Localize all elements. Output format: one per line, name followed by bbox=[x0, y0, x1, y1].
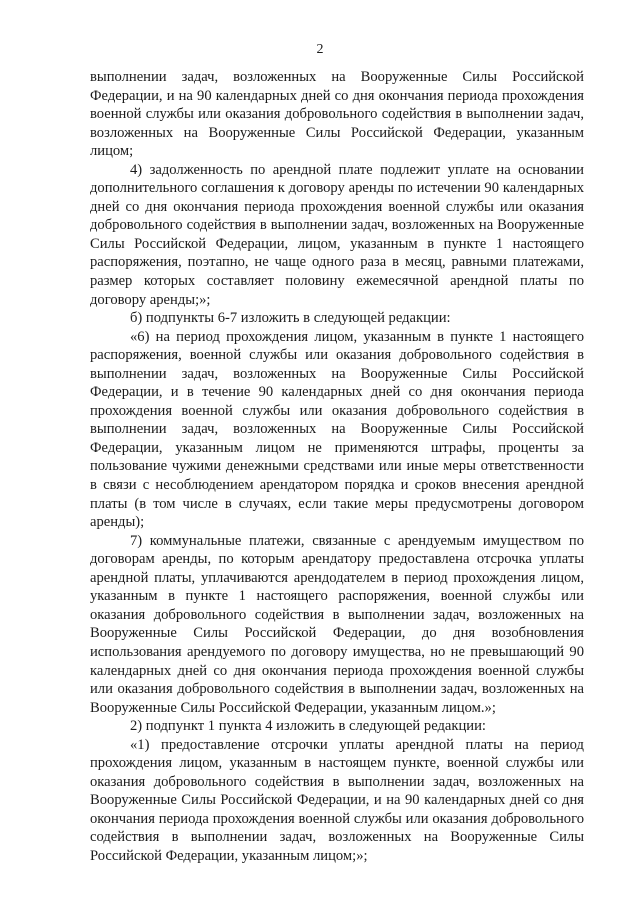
page-number: 2 bbox=[316, 42, 324, 57]
paragraph-item-4: 4) задолженность по арендной плате подлежит уплате на основании дополнительного соглашения к договору аренды по истечении 90 календарных дней со дня окончания периода прохождения военной службы или оказания добровольного содействия в выполнении задач, возложенных на Вооруженные Силы Российской Федерации, лицом, указанным в пункте 1 настоящего распоряжения, поэтапно, не чаще одного раза в месяц, равными платежами, размер которых составляет половину ежемесячной арендной платы по договору аренды;»; bbox=[90, 161, 584, 308]
paragraph-item-6: «6) на период прохождения лицом, указанным в пункте 1 настоящего распоряжения, военной службы или оказания добровольного содействия в выполнении задач, возложенных на Вооруженные Силы Российской Федерации, и в течение 90 календарных дней со дня окончания периода прохождения военной службы или оказания добровольного содействия в выполнении задач, возложенных на Вооруженные Силы Российской Федерации, указанным лицом не применяются штрафы, проценты за пользование чужими денежными средствами или иные меры ответственности в связи с несоблюдением арендатором порядка и сроков внесения арендной платы (в том числе в случаях, если такие меры предусмотрены договором аренды); bbox=[90, 328, 584, 531]
paragraph-item-1-new: «1) предоставление отсрочки уплаты арендной платы на период прохождения лицом, указанным в настоящем пункте, военной службы или оказания добровольного содействия в выполнении задач, возложенных на Вооруженные Силы Российской Федерации, и на 90 календарных дней со дня окончания периода прохождения военной службы или оказания добровольного содействия в выполнении задач, возложенных на Вооруженные Силы Российской Федерации, указанным лицом;»; bbox=[90, 736, 584, 864]
document-body bbox=[90, 68, 584, 866]
paragraph-item-7: 7) коммунальные платежи, связанные с арендуемым имуществом по договорам аренды, по которым арендатору предоставлена отсрочка уплаты арендной платы, уплачиваются арендодателем в период прохождения лицом, указанным в пункте 1 настоящего распоряжения, военной службы или оказания добровольного содействия в выполнении задач, возложенных на Вооруженные Силы Российской Федерации, до дня возобновления использования арендуемого по договору имущества, но не превышающий 90 календарных дней со дня окончания периода прохождения военной службы или оказания добровольного содействия в выполнении задач, возложенных на Вооруженные Силы Российской Федерации, указанным лицом.»; bbox=[90, 532, 584, 716]
paragraph-continuation: выполнении задач, возложенных на Вооруженные Силы Российской Федерации, и на 90 календарных дней со дня окончания периода прохождения военной службы или оказания добровольного содействия в выполнении задач, возложенных на Вооруженные Силы Российской Федерации, указанным лицом; bbox=[90, 69, 584, 160]
paragraph-subitem-b: б) подпункты 6-7 изложить в следующей редакции: bbox=[130, 310, 451, 327]
paragraph-item-2: 2) подпункт 1 пункта 4 изложить в следующей редакции: bbox=[130, 718, 486, 735]
